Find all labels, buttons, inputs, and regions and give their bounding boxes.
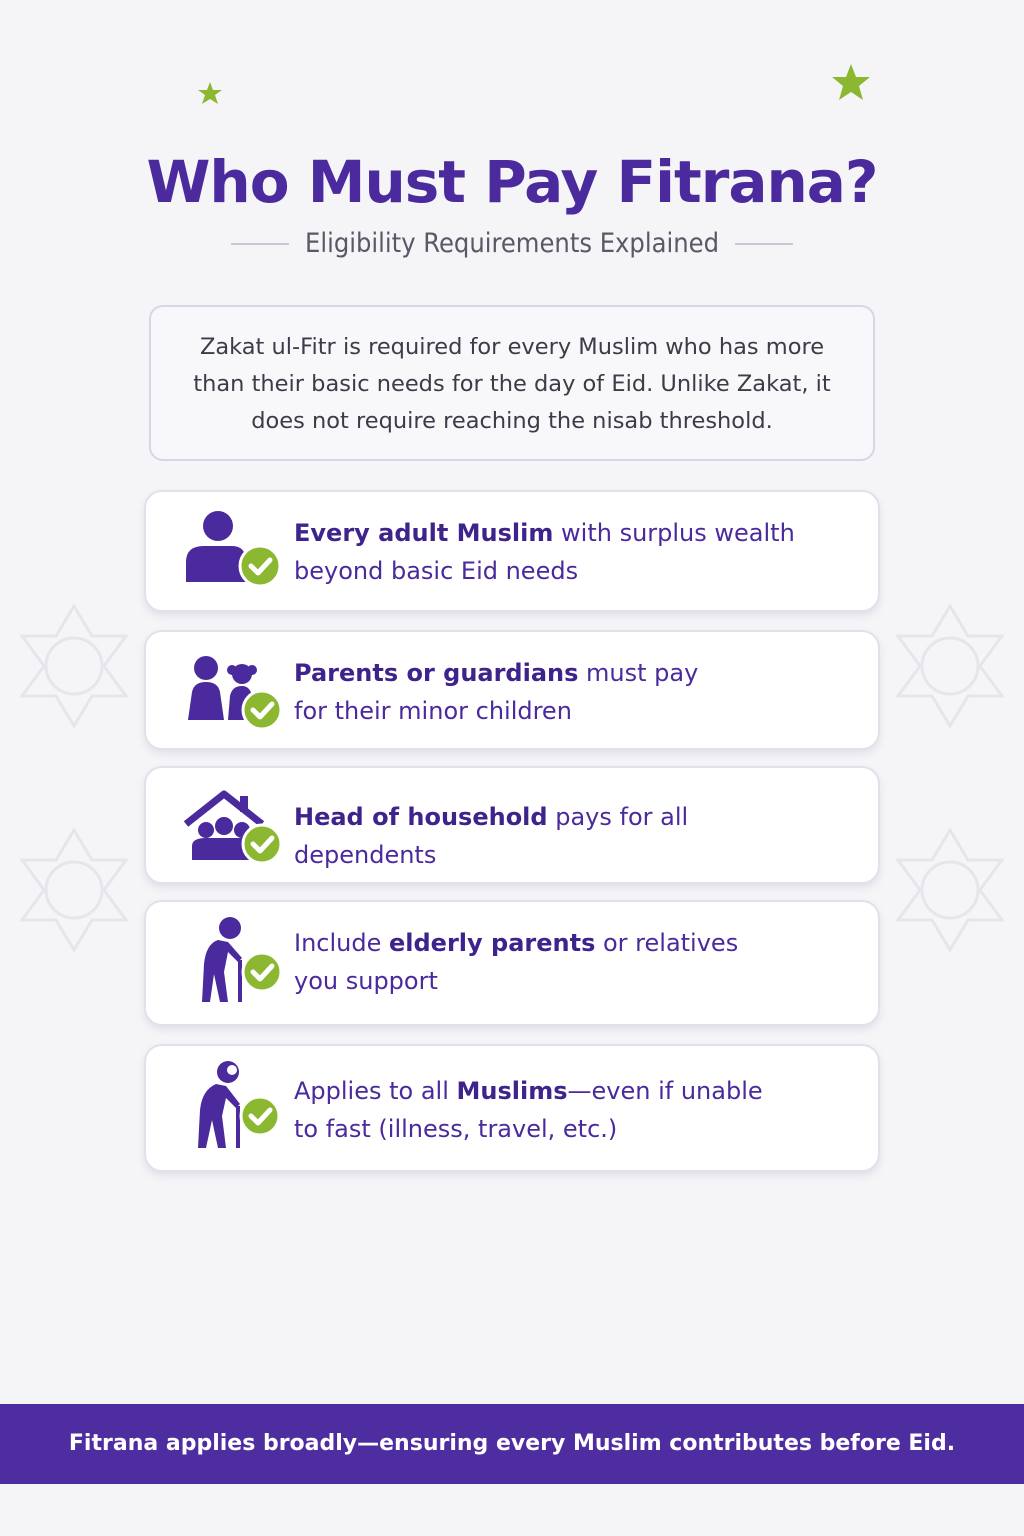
card-text [294,514,838,590]
card-bold-text: Muslims [456,1077,568,1105]
person-check-icon [184,510,284,590]
card-rest-text: pays for all dependents [294,803,689,869]
parent-child-check-icon [184,652,284,732]
eligibility-card-parents [144,630,880,750]
card-rest-text: with surplus wealth [553,519,795,547]
card-pre-text: Include [294,929,389,957]
card-text [294,654,838,730]
page-title: Who Must Pay Fitrana? [146,148,878,216]
card-line2: for their minor children [294,697,572,725]
card-rest-text: or relatives [595,929,739,957]
intro-box [149,305,875,461]
footer-banner: Fitrana applies broadly—ensuring every Muslim contributes before Eid. [0,1404,1024,1484]
card-line2: beyond basic Eid needs [294,557,579,585]
eligibility-card-household [144,766,880,884]
card-text [294,924,838,1000]
household-check-icon [184,788,284,868]
card-text [294,1072,838,1148]
card-rest-text: must pay [578,659,699,687]
crescent-moon-icon [148,58,228,138]
card-pre-text: Applies to all [294,1077,457,1105]
elderly-check-icon [184,916,284,1006]
intro-text: Zakat ul-Fitr is required for every Muslim who has more than their basic needs for the day of Eid. Unlike Zakat, it does not require reaching the nisab threshold. [193,334,831,434]
card-text [294,798,838,874]
subtitle-row [0,228,1024,259]
card-bold-text: Every adult Muslim [294,519,554,547]
elderly-cane-check-icon [184,1060,284,1152]
geometric-ornament-icon [880,820,1020,960]
card-rest-text: —even if unable [567,1077,763,1105]
card-line2: to fast (illness, travel, etc.) [294,1115,618,1143]
geometric-ornament-icon [4,596,144,736]
geometric-ornament-icon [880,596,1020,736]
card-bold-text: Parents or guardians [294,659,579,687]
page-subtitle: Eligibility Requirements Explained [304,228,720,259]
eligibility-card-elderly [144,900,880,1026]
geometric-ornament-icon [4,820,144,960]
divider [231,243,289,245]
card-line2: you support [294,967,438,995]
eligibility-card-adult [144,490,880,612]
star-icon [830,62,872,104]
card-bold-text: elderly parents [389,929,596,957]
eligibility-card-all-muslims [144,1044,880,1172]
card-bold-text: Head of household [294,803,548,831]
divider [735,243,793,245]
